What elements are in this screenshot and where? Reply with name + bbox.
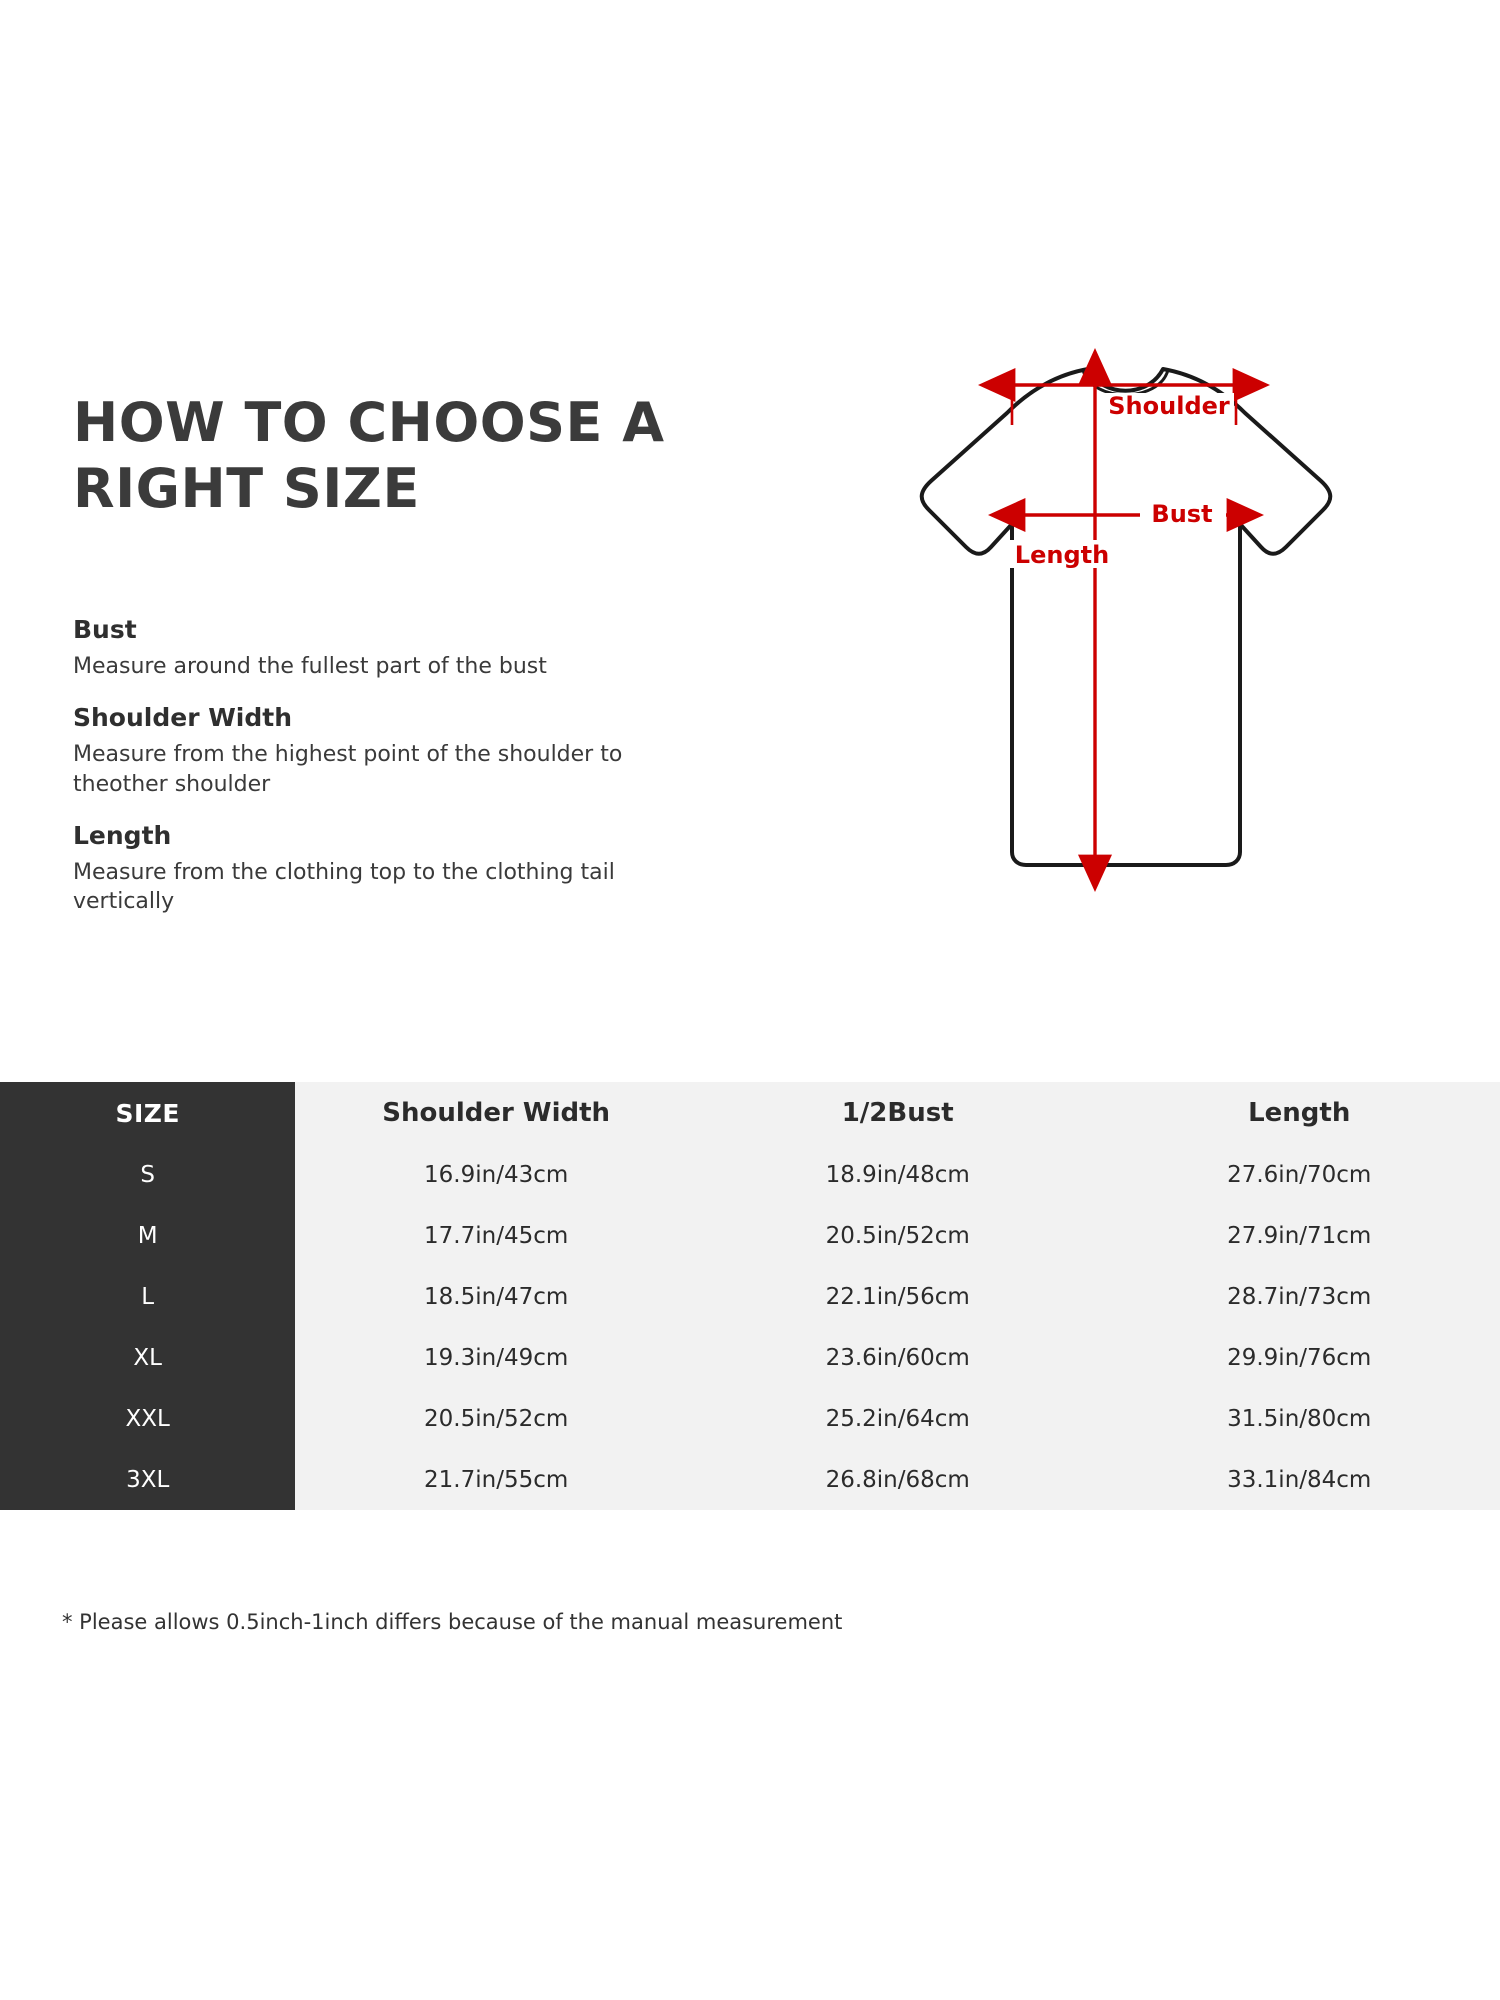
shoulder-label: Shoulder — [1108, 392, 1230, 420]
cell-bust: 23.6in/60cm — [697, 1327, 1099, 1388]
measurement-note: * Please allows 0.5inch-1inch differs because of the manual measurement — [62, 1610, 843, 1634]
table-row — [0, 1205, 1500, 1266]
cell-bust: 22.1in/56cm — [697, 1266, 1099, 1327]
table-row — [0, 1388, 1500, 1449]
cell-bust: 20.5in/52cm — [697, 1205, 1099, 1266]
cell-shoulder: 21.7in/55cm — [295, 1449, 697, 1510]
cell-bust: 25.2in/64cm — [697, 1388, 1099, 1449]
bust-label: Bust — [1151, 500, 1213, 528]
table-row — [0, 1449, 1500, 1510]
column-header-size: SIZE — [0, 1082, 295, 1144]
guide-section — [0, 330, 1500, 1080]
cell-shoulder: 16.9in/43cm — [295, 1144, 697, 1205]
length-label: Length — [1014, 541, 1110, 569]
cell-size: 3XL — [0, 1449, 295, 1510]
size-table — [0, 1082, 1500, 1510]
definition-length — [73, 821, 673, 917]
cell-length: 31.5in/80cm — [1098, 1388, 1500, 1449]
definition-description: Measure around the fullest part of the bust — [73, 654, 547, 679]
table-row — [0, 1144, 1500, 1205]
cell-shoulder: 19.3in/49cm — [295, 1327, 697, 1388]
cell-size: S — [0, 1144, 295, 1205]
cell-size: XXL — [0, 1388, 295, 1449]
cell-length: 29.9in/76cm — [1098, 1327, 1500, 1388]
column-header-bust: 1/2Bust — [697, 1082, 1099, 1144]
table-row — [0, 1327, 1500, 1388]
cell-bust: 26.8in/68cm — [697, 1449, 1099, 1510]
cell-length: 27.9in/71cm — [1098, 1205, 1500, 1266]
cell-shoulder: 17.7in/45cm — [295, 1205, 697, 1266]
tshirt-diagram — [770, 340, 1410, 1040]
table-header-row — [0, 1082, 1500, 1144]
column-header-shoulder-width: Shoulder Width — [295, 1082, 697, 1144]
definition-bust — [73, 615, 673, 681]
tshirt-outline — [922, 369, 1331, 865]
column-header-length: Length — [1098, 1082, 1500, 1144]
measurement-definitions — [73, 615, 673, 938]
definition-description: Measure from the clothing top to the clothing tail vertically — [73, 859, 615, 914]
cell-shoulder: 20.5in/52cm — [295, 1388, 697, 1449]
definition-shoulder-width — [73, 703, 673, 799]
cell-length: 33.1in/84cm — [1098, 1449, 1500, 1510]
definition-description: Measure from the highest point of the shoulder to theother shoulder — [73, 742, 623, 797]
definition-term: Length — [73, 820, 172, 850]
cell-size: XL — [0, 1327, 295, 1388]
definition-term: Bust — [73, 615, 137, 644]
size-table-container — [0, 1082, 1500, 1562]
page-title: HOW TO CHOOSE A RIGHT SIZE — [73, 391, 665, 520]
cell-shoulder: 18.5in/47cm — [295, 1266, 697, 1327]
definition-term: Shoulder Width — [73, 703, 293, 733]
table-row — [0, 1266, 1500, 1327]
cell-length: 28.7in/73cm — [1098, 1266, 1500, 1327]
cell-length: 27.6in/70cm — [1098, 1144, 1500, 1205]
cell-bust: 18.9in/48cm — [697, 1144, 1099, 1205]
cell-size: M — [0, 1205, 295, 1266]
cell-size: L — [0, 1266, 295, 1327]
